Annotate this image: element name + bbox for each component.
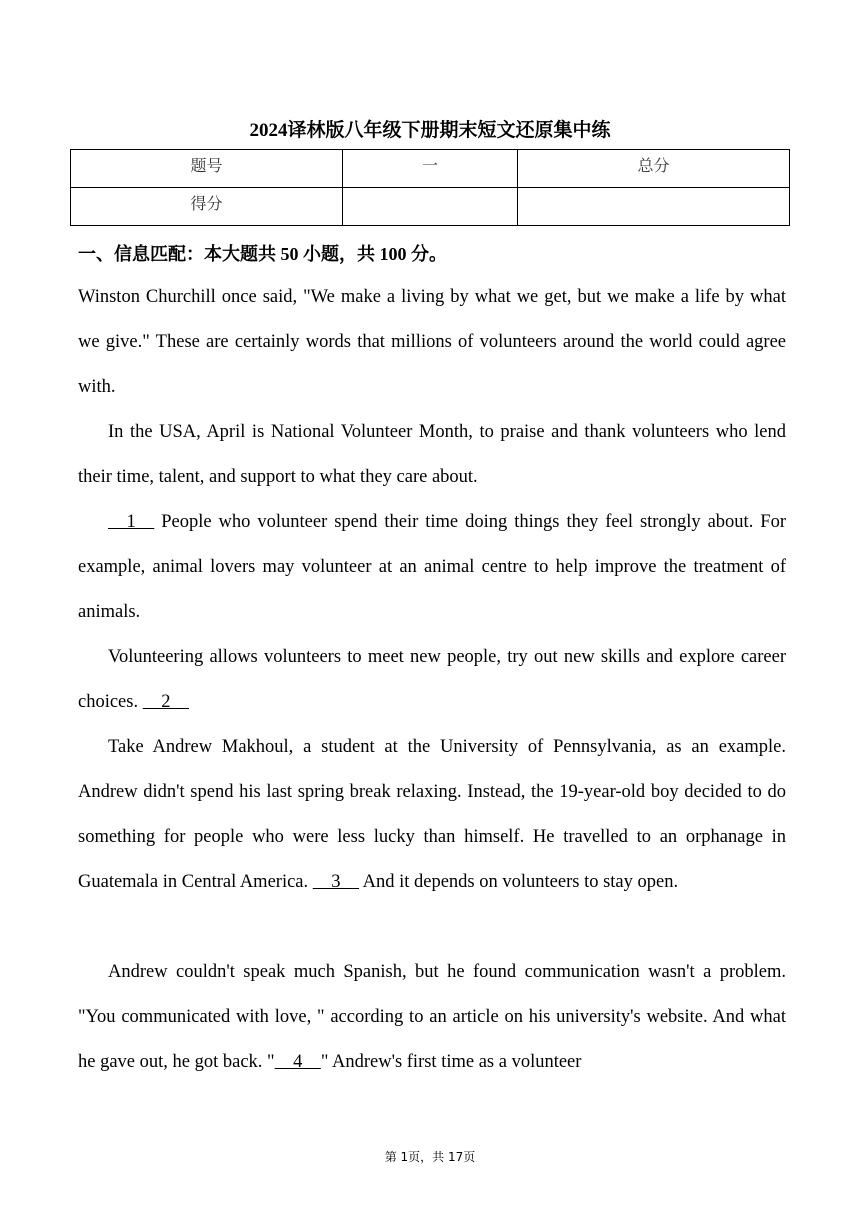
paragraph-5-text: Take Andrew Makhoul, a student at the University of Pennsylvania, as an example. Andrew didn't spend his last spring break relaxing. Instead, the 19-year-old boy decided to do something for people who were less lucky than himself. He travelled to an orphanage in Guatemala in Central America. (78, 737, 786, 892)
score-table (70, 149, 790, 226)
document-title: 2024译林版八年级下册期末短文还原集中练 (249, 120, 611, 141)
paragraph-3-text: People who volunteer spend their time doing things they feel strongly about. For example, animal lovers may volunteer at an animal centre to help improve the treatment of animals. (78, 512, 786, 622)
paragraph-1: Winston Churchill once said, "We make a living by what we get, but we make a life by what we give." These are certainly words that millions of volunteers around the world could agree with. (78, 287, 786, 397)
header-cell-total: 总分 (518, 150, 790, 188)
paragraph-6-text: Andrew couldn't speak much Spanish, but he found communication wasn't a problem. "You communicated with love, " according to an article on his university's website. And what he gave out, he got back. " (78, 962, 786, 1072)
score-table-score-row (71, 188, 790, 226)
blank-4: 4 (274, 1052, 321, 1072)
paragraph-5 (78, 725, 786, 905)
score-cell-total (518, 188, 790, 226)
header-cell-section-one: 一 (343, 150, 518, 188)
score-cell-section-one (343, 188, 518, 226)
paragraph-2: In the USA, April is National Volunteer Month, to praise and thank volunteers who lend their time, talent, and support to what they care about. (78, 422, 786, 487)
paragraph-4 (78, 635, 786, 725)
score-table-header-row (71, 150, 790, 188)
header-cell-question-number: 题号 (71, 150, 343, 188)
blank-1: 1 (108, 512, 155, 532)
blank-2: 2 (142, 692, 189, 712)
row-label-score: 得分 (71, 188, 343, 226)
paragraph-5-after: And it depends on volunteers to stay open. (359, 872, 679, 892)
section-heading-text: 一、信息匹配：本大题共 50 小题，共 100 分。 (78, 244, 447, 264)
page-footer: 第 1页，共 17页 (384, 1150, 476, 1164)
section-heading (78, 240, 447, 266)
paragraph-6 (78, 950, 786, 1085)
paragraph-6-after: " Andrew's first time as a volunteer (320, 1052, 582, 1072)
paragraph-3 (78, 500, 786, 635)
blank-3: 3 (312, 872, 360, 892)
paragraph-4-text: Volunteering allows volunteers to meet new people, try out new skills and explore career choices. (78, 647, 786, 712)
